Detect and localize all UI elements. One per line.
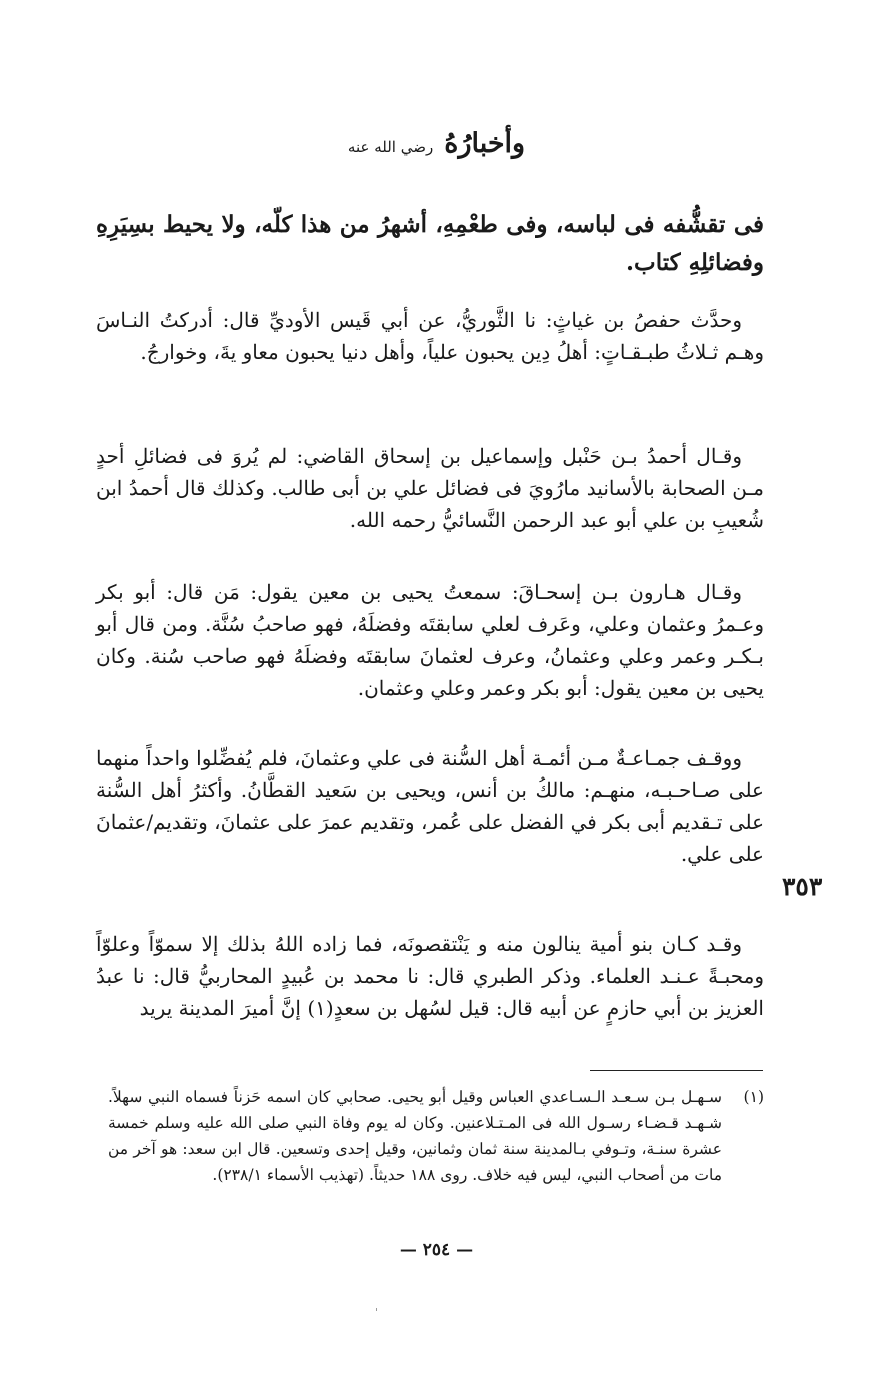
paragraph-1	[96, 304, 764, 368]
paragraph-text: وقـد كـان بنو أمية ينالون منه و يَنْتقصونَه، فما زاده اللهُ بذلك إلا سموّاً وعلوّاً ومحبـةً عـنـد العلماء. وذكر الطبري قال: نا محمد بن عُبيدٍ المحاربيُّ قال: نا عبدُ العزيز بن أبي حازمٍ عن أبيه قال: قيل لسُهل بن سعدٍ(١) إنَّ أميرَ المدينة يريد	[96, 932, 764, 1020]
footnote-separator	[590, 1070, 763, 1071]
paragraph-2	[96, 440, 764, 536]
paragraph-5	[96, 928, 764, 1024]
intro-text: فى تقشُّفه فى لباسه، وفى طعْمِهِ، أشهرُ من هذا كلّه، ولا يحيط بسِيَرِهِ وفضائلِهِ كتاب.	[96, 211, 764, 276]
paragraph-text: وقـال أحمدُ بـن حَنْبل وإسماعيل بن إسحاق القاضي: لم يُروَ فى فضائلِ أحدٍ مـن الصحابة بالأسانيد مارُويَ فى فضائل علي بن أبى طالب. وكذلك قال أحمدُ ابن شُعيبِ بن علي أبو عبد الرحمن النَّسائيُّ رحمه الله.	[96, 444, 764, 532]
footnote-text: سـهـل بـن سـعـد الـسـاعدي العباس وقيل أبو يحيى. صحابي كان اسمه حَزناً فسماه النبي سهلاً. شـهـد قـضـاء رسـول الله فى المـتـلاعنين. وكان له يوم وفاة النبي صلى الله عليه وسلم خمسة عشرة سنـة، وتـوفي بـالمدينة سنة ثمان وثمانين، وقيل إحدى وتسعين. قال ابن سعد: هو آخر من مات من أصحاب النبي، ليس فيه خلاف. روى ١٨٨ حديثاً. (تهذيب الأسماء ٢٣٨/١).	[108, 1088, 722, 1184]
header-honorific: رضي الله عنه	[347, 138, 434, 156]
intro-paragraph	[96, 206, 764, 282]
paragraph-3	[96, 576, 764, 704]
footnote-marker: (١)	[743, 1088, 764, 1106]
footnote	[108, 1084, 764, 1188]
paragraph-4	[96, 742, 764, 870]
paragraph-text: ووقـف جمـاعـةٌ مـن أئمـة أهل السُّنة فى علي وعثمانَ، فلم يُفضِّلوا واحداً منهما على صـاحـبـه، منهـم: مالكُ بن أنس، ويحيى بن سَعيد القطَّانُ. وأكثرُ أهل السُّنة على تـقديم أبى بكر في الفضل على عُمر، وتقديم عمرَ على عثمانَ، وتقديم/عثمانَ على علي.	[96, 746, 764, 866]
paragraph-text: وقـال هـارون بـن إسحـاقَ: سمعتُ يحيى بن معين يقول: مَن قال: أبو بكر وعـمرُ وعثمان وعلي، وعَرف لعلي سابقتَه وفضلَهُ، فهو صاحبُ سُنَّة. ومن قال أبو بـكـر وعمر وعلي وعثمانُ، وعرف لعثمانَ سابقتَه وفضلَهُ فهو صاحب سُنة. وكان يحيى بن معين يقول: أبو بكر وعمر وعلي وعثمان.	[96, 580, 764, 700]
paragraph-text: وحدَّث حفصُ بن غياثٍ: نا الثَّوريُّ، عن أبي قَيس الأوديِّ قال: أدركتُ النـاسَ وهـم ثـلاثُ طبـقـاتٍ: أهلُ دِين يحبون علياً، وأهل دنيا يحبون معاو يةَ، وخوارجُ.	[96, 308, 764, 364]
header-title: وأخبارُهُ	[444, 128, 526, 159]
margin-page-reference: ٣٥٣	[782, 872, 823, 901]
page-number: — ٢٥٤ —	[399, 1240, 474, 1260]
scan-speck	[376, 1308, 377, 1311]
running-header	[0, 128, 873, 159]
